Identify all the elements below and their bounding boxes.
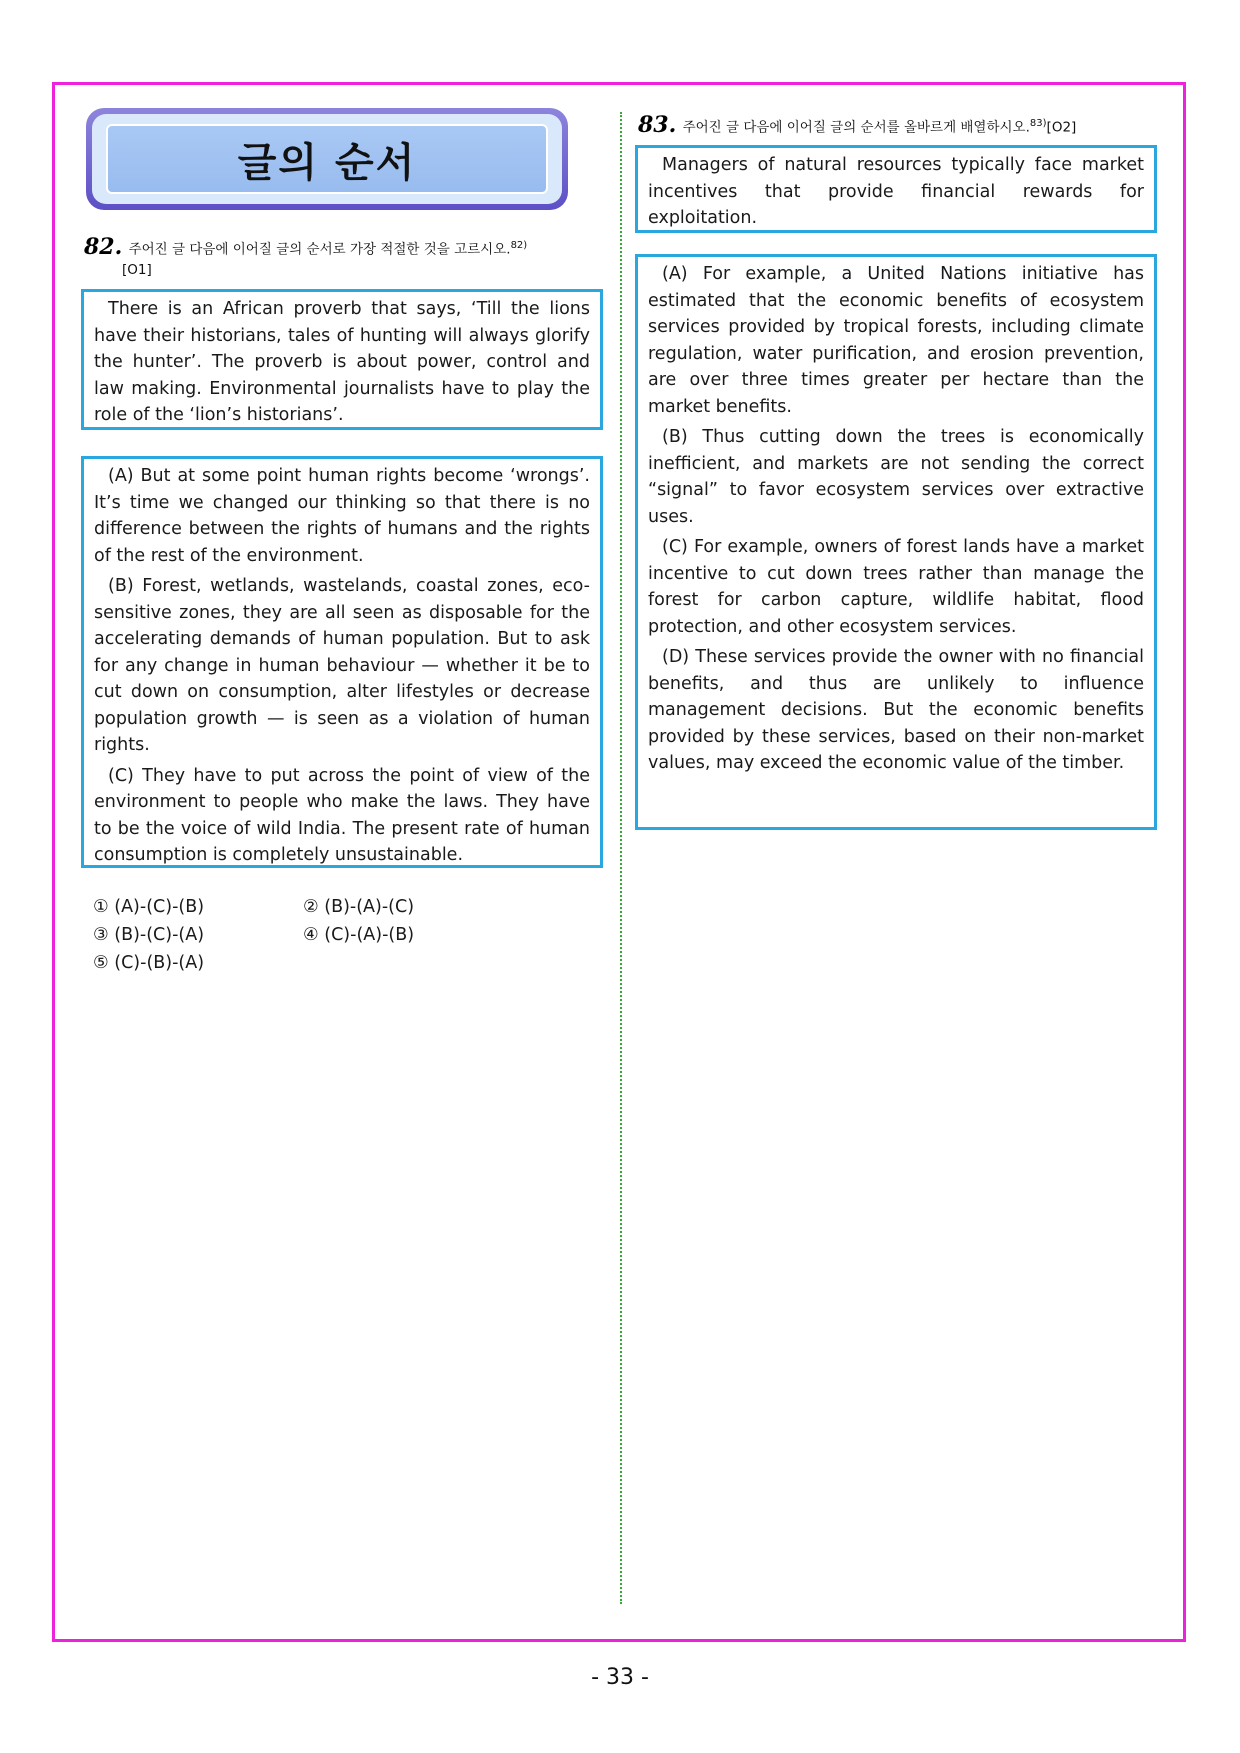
- banner-ring: [92, 114, 562, 204]
- question-83-given-text: Managers of natural resources typically face market incentives that provide financial rewards for exploitation.: [648, 155, 1144, 228]
- question-83-ref: 83): [1029, 118, 1047, 129]
- question-82-given-text: There is an African proverb that says, ‘Till the lions have their historians, tales of hunting will always glorify the hunter’. The proverb is about power, control and law making. Environmental journalists have to play the role of the ‘lion’s historians’.: [94, 299, 590, 425]
- question-82-given-box: [81, 289, 603, 430]
- option-4[interactable]: ④ (C)-(A)-(B): [303, 925, 415, 945]
- question-82-ref: 82): [510, 240, 528, 251]
- paragraph-c: (C) For example, owners of forest lands have a market incentive to cut down trees rather than manage the forest for carbon capture, wildlife habitat, flood protection, and other ecosystem services.: [648, 537, 1144, 637]
- question-82-header: [84, 233, 604, 280]
- paragraph-b: (B) Thus cutting down the trees is economically inefficient, and markets are not sending the correct “signal” to favor ecosystem services over extractive uses.: [648, 427, 1144, 527]
- paragraph-c: (C) They have to put across the point of view of the environment to people who make the laws. They have to be the voice of wild India. The present rate of human consumption is completely unsustainable.: [94, 765, 590, 865]
- section-title: 글의 순서: [237, 139, 417, 186]
- option-1[interactable]: ① (A)-(C)-(B): [93, 897, 205, 917]
- banner-inner: [106, 124, 548, 194]
- option-5[interactable]: ⑤ (C)-(B)-(A): [93, 953, 205, 973]
- paragraph-d: (D) These services provide the owner with no financial benefits, and thus are unlikely to influence management decisions. But the economic benefits provided by these services, based on their non-market values, may exceed the economic value of the timber.: [648, 647, 1144, 773]
- question-83-code: [O2]: [1046, 119, 1077, 136]
- question-83-given-box: [635, 145, 1157, 233]
- paragraph-b: (B) Forest, wetlands, wastelands, coastal zones, eco-sensitive zones, they are all seen as disposable for the accelerating demands of human population. But to ask for any change in human behaviour — whether it be to cut down on consumption, alter lifestyles or decrease population growth — is seen as a violation of human rights.: [94, 576, 590, 755]
- section-title-banner: [86, 108, 568, 210]
- question-82-code: [O1]: [122, 261, 152, 278]
- option-3[interactable]: ③ (B)-(C)-(A): [93, 925, 205, 945]
- question-83-number: 83.: [638, 111, 677, 138]
- question-82-prompt: 주어진 글 다음에 이어질 글의 순서로 가장 적절한 것을 고르시오.: [128, 241, 511, 258]
- question-83-header: [638, 111, 1178, 138]
- question-83-prompt: 주어진 글 다음에 이어질 글의 순서를 올바르게 배열하시오.: [682, 119, 1030, 136]
- question-82-options: [93, 893, 513, 977]
- question-83-paragraphs-box: [635, 254, 1157, 830]
- paragraph-a: (A) For example, a United Nations initiative has estimated that the economic benefits of ecosystem services provided by tropical forests, including climate regulation, water purification, and erosion prevention, are over three times greater per hectare than the market benefits.: [648, 264, 1144, 417]
- paragraph-a: (A) But at some point human rights become ‘wrongs’. It’s time we changed our thinking so that there is no difference between the rights of humans and the rights of the rest of the environment.: [94, 466, 590, 566]
- page-number: - 33 -: [591, 1665, 649, 1690]
- question-82-paragraphs-box: [81, 456, 603, 868]
- option-2[interactable]: ② (B)-(A)-(C): [303, 897, 415, 917]
- question-82-number: 82.: [84, 233, 123, 260]
- column-divider: [620, 112, 622, 1604]
